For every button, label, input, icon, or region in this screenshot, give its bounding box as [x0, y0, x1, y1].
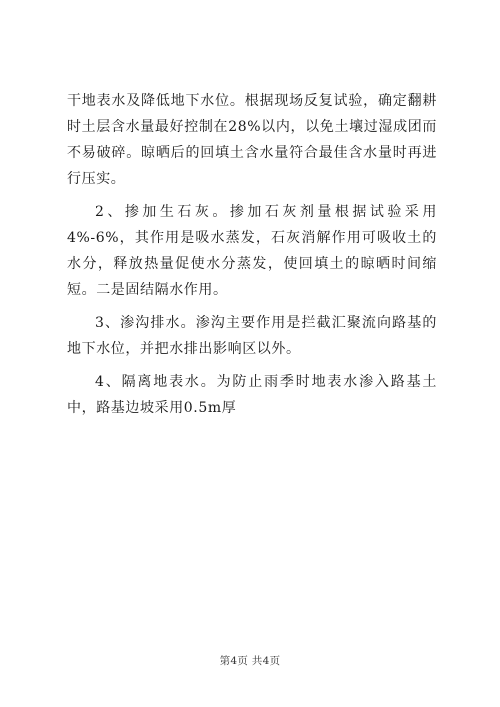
document-body: [67, 88, 437, 428]
page-number: 第4页 共4页: [219, 655, 281, 667]
paragraph-item-2: 2、掺加生石灰。掺加石灰剂量根据试验采用4%-6%，其作用是吸水蒸发，石灰消解作用可吸收土的水分，释放热量促使水分蒸发，使回填土的晾晒时间缩短。二是固结隔水作用。: [67, 204, 437, 298]
paragraph-item-4: 4、隔离地表水。为防止雨季时地表水渗入路基土中，路基边坡采用0.5m厚: [67, 374, 437, 416]
page-footer: [0, 653, 500, 668]
paragraph-continuation: 干地表水及降低地下水位。根据现场反复试验，确定翻耕时土层含水量最好控制在28%以内，以免土壤过湿成团而不易破碎。晾晒后的回填土含水量符合最佳含水量时再进行压实。: [67, 93, 437, 187]
paragraph-item-3: 3、渗沟排水。渗沟主要作用是拦截汇聚流向路基的地下水位，并把水排出影响区以外。: [67, 315, 437, 357]
